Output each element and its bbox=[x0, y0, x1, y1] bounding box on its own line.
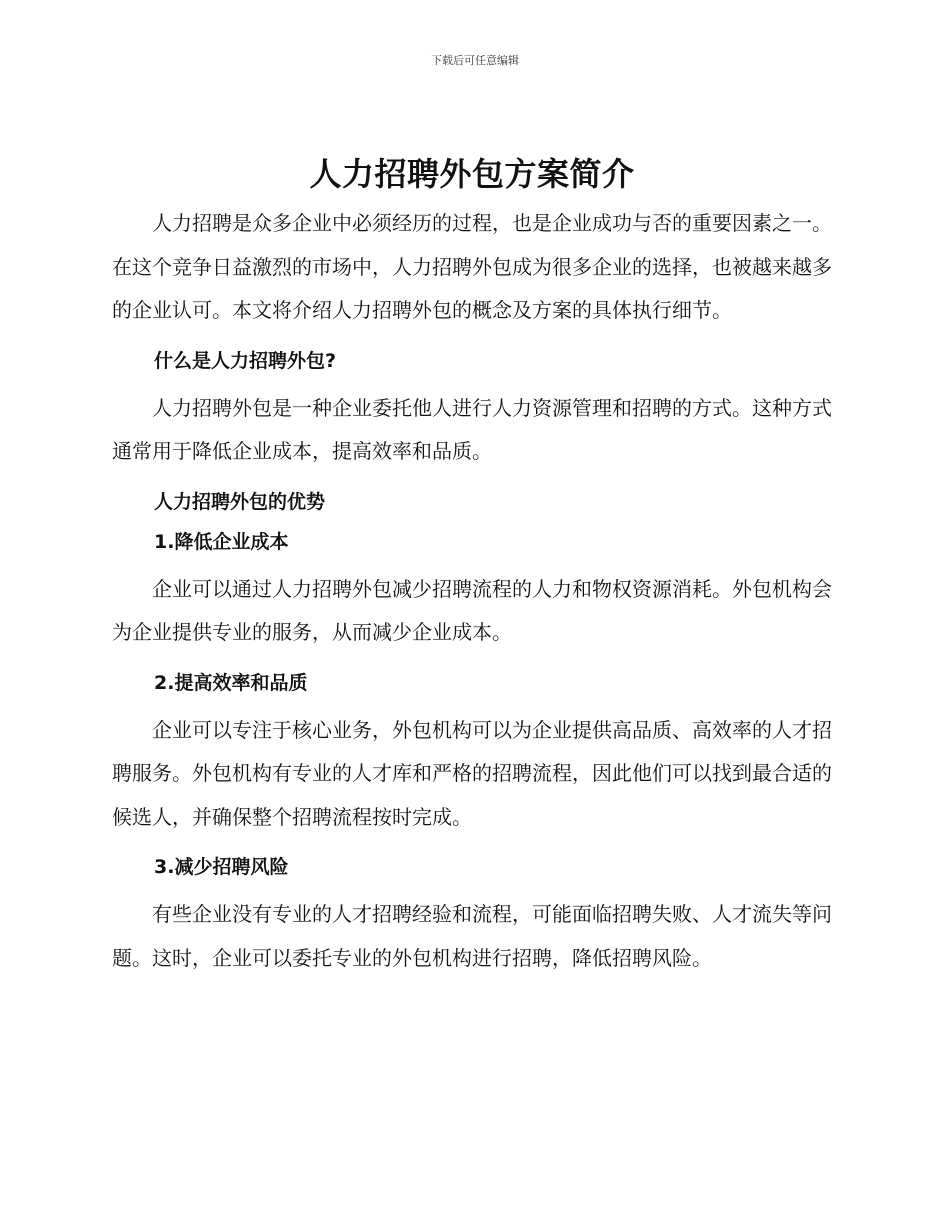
section-heading-advantages: 人力招聘外包的优势 bbox=[154, 490, 326, 513]
section-heading-what: 什么是人力招聘外包? bbox=[154, 349, 337, 372]
advantage-body-2: 企业可以专注于核心业务，外包机构可以为企业提供高品质、高效率的人才招聘服务。外包机构有专业的人才库和严格的招聘流程，因此他们可以找到最合适的候选人，并确保整个招聘流程按时完成。 bbox=[112, 717, 832, 829]
intro-paragraph: 人力招聘是众多企业中必须经历的过程，也是企业成功与否的重要因素之一。在这个竞争日益激烈的市场中，人力招聘外包成为很多企业的选择，也被越来越多的企业认可。本文将介绍人力招聘外包的概念及方案的具体执行细节。 bbox=[112, 211, 832, 322]
page-header-note: 下载后可任意编辑 bbox=[431, 54, 519, 67]
advantage-body-1: 企业可以通过人力招聘外包减少招聘流程的人力和物权资源消耗。外包机构会为企业提供专业的服务，从而减少企业成本。 bbox=[112, 576, 832, 644]
advantage-body-3: 有些企业没有专业的人才招聘经验和流程，可能面临招聘失败、人才流失等问题。这时，企业可以委托专业的外包机构进行招聘，降低招聘风险。 bbox=[112, 902, 832, 970]
advantage-heading-3: 3.减少招聘风险 bbox=[154, 856, 289, 878]
document-title: 人力招聘外包方案简介 bbox=[309, 155, 635, 193]
section-body-what: 人力招聘外包是一种企业委托他人进行人力资源管理和招聘的方式。这种方式通常用于降低企业成本，提高效率和品质。 bbox=[112, 395, 832, 463]
advantage-heading-2: 2.提高效率和品质 bbox=[154, 671, 308, 694]
advantage-heading-1: 1.降低企业成本 bbox=[154, 530, 289, 553]
document-body bbox=[112, 146, 832, 980]
